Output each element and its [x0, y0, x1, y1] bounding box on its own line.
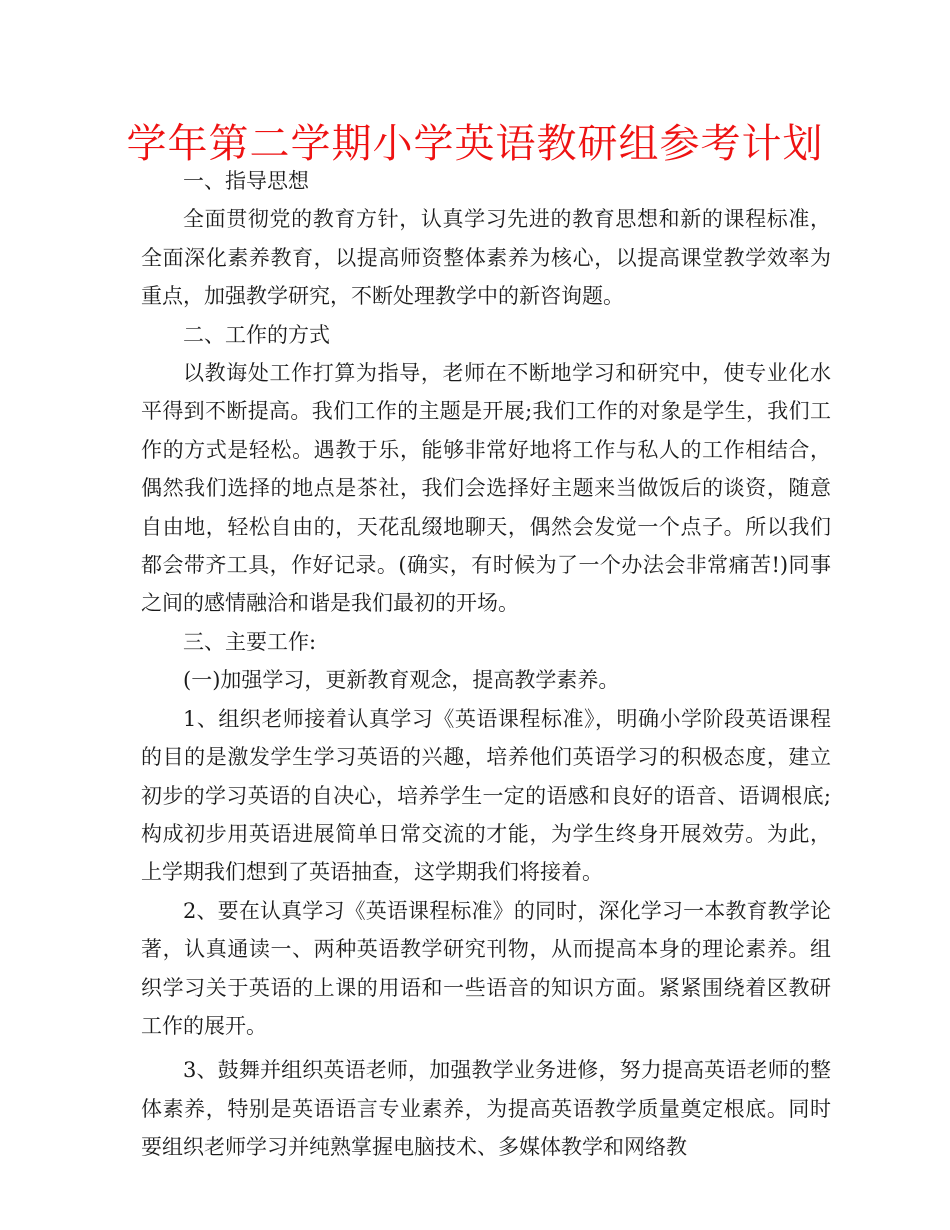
paragraph-item-2: 2、要在认真学习《英语课程标准》的同时，深化学习一本教育教学论著，认真通读一、两种英语教学研究刊物，从而提高本身的理论素养。组织学习关于英语的上课的用语和一些语音的知识方面。紧紧围绕着区教研工作的展开。	[141, 898, 831, 1038]
section-heading-guiding-thought: 一、指导思想	[183, 169, 309, 193]
paragraph-item-3: 3、鼓舞并组织英语老师，加强教学业务进修，努力提高英语老师的整体素养，特别是英语语言专业素养，为提高英语教学质量奠定根底。同时要组织老师学习并纯熟掌握电脑技术、多媒体教学和网络教	[141, 1058, 831, 1160]
document-title: 学年第二学期小学英语教研组参考计划	[126, 121, 824, 167]
paragraph-item-1: 1、组织老师接着认真学习《英语课程标准》，明确小学阶段英语课程的目的是激发学生学习英语的兴趣，培养他们英语学习的积极态度，建立初步的学习英语的自决心，培养学生一定的语感和良好的语音、语调根底;构成初步用英语进展简单日常交流的才能，为学生终身开展效劳。为此，上学期我们想到了英语抽查，这学期我们将接着。	[141, 706, 831, 885]
paragraph-work-method: 以教诲处工作打算为指导，老师在不断地学习和研究中，使专业化水平得到不断提高。我们工作的主题是开展;我们工作的对象是学生，我们工作的方式是轻松。遇教于乐，能够非常好地将工作与私人的工作相结合，偶然我们选择的地点是茶社，我们会选择好主题来当做饭后的谈资，随意自由地，轻松自由的，天花乱缀地聊天，偶然会发觉一个点子。所以我们都会带齐工具，作好记录。(确实，有时候为了一个办法会非常痛苦!)同事之间的感情融洽和谐是我们最初的开场。	[141, 361, 831, 616]
paragraph-guiding-thought: 全面贯彻党的教育方针，认真学习先进的教育思想和新的课程标准，全面深化素养教育，以提高师资整体素养为核心，以提高课堂教学效率为重点，加强教学研究，不断处理教学中的新咨询题。	[141, 207, 831, 309]
section-heading-main-work: 三、主要工作:	[183, 629, 317, 654]
document-body	[141, 162, 831, 1167]
section-heading-work-method: 二、工作的方式	[183, 322, 330, 347]
subsection-heading-1: (一)加强学习，更新教育观念，提高教学素养。	[183, 668, 620, 693]
